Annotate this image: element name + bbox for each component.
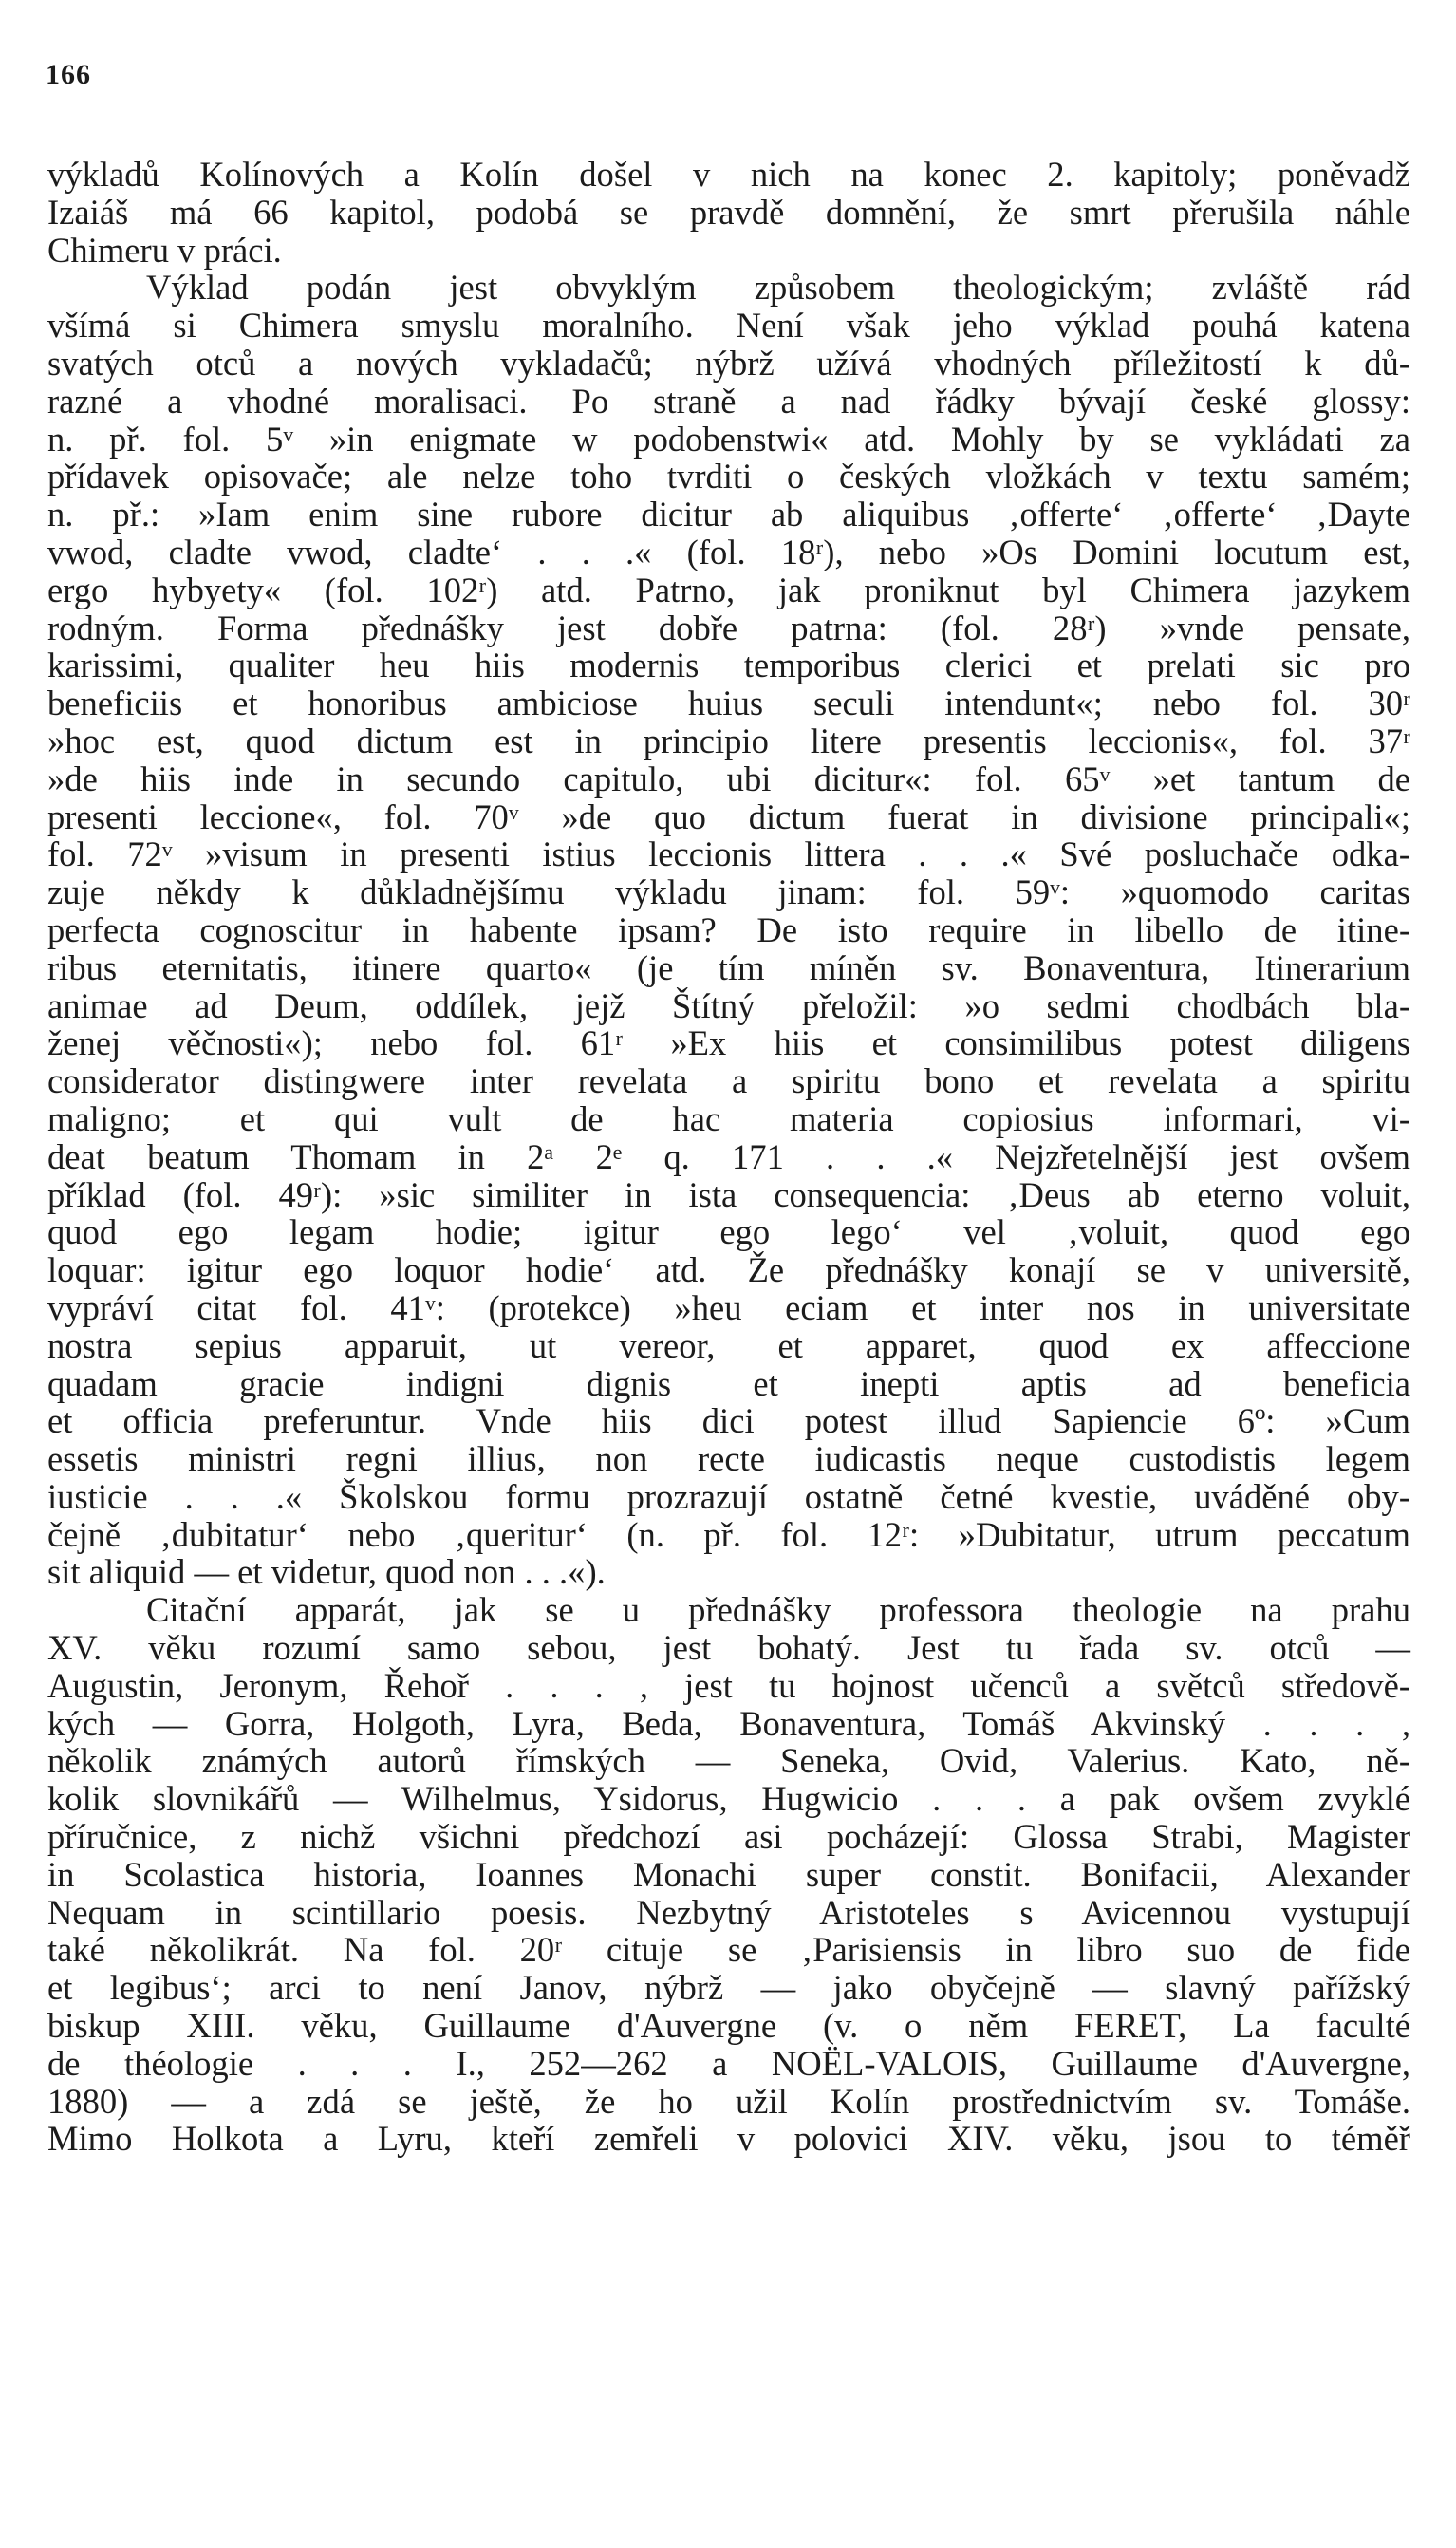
text-line: zuje někdy k důkladnějšímu výkladu jinam: fol. 59ᵛ: »quomodo caritas	[47, 872, 1410, 912]
text-line: Augustin, Jeronym, Řehoř . . . , jest tu hojnost učenců a světců středově-	[47, 1665, 1410, 1705]
text-line: ženej věčnosti«); nebo fol. 61ʳ »Ex hiis et consimilibus potest diligens	[47, 1023, 1410, 1063]
text-line: příručnice, z nichž všichni předchozí asi pocházejí: Glossa Strabi, Magister	[47, 1817, 1410, 1857]
text-line: »de hiis inde in secundo capitulo, ubi dicitur«: fol. 65ᵛ »et tantum de	[47, 759, 1410, 798]
text-line: vwod, cladte vwod, cladte‘ . . .« (fol. 18ʳ), nebo »Os Domini locutum est,	[47, 532, 1410, 571]
text-line: kolik slovnikářů — Wilhelmus, Ysidorus, Hugwicio . . . a pak ovšem zvyklé	[47, 1779, 1410, 1819]
text-line: XV. věku rozumí samo sebou, jest bohatý. Jest tu řada sv. otců —	[47, 1628, 1410, 1668]
text-line: deat beatum Thomam in 2ᵃ 2ᵉ q. 171 . . .« Nejzřetelnější jest ovšem	[47, 1136, 1410, 1176]
text-line: Chimeru v práci.	[47, 230, 282, 270]
text-line: essetis ministri regni illius, non recte iudicastis neque custodistis legem	[47, 1439, 1410, 1479]
text-line: svatých otců a nových vykladačů; nýbrž užívá vhodných příležitostí k dů-	[47, 343, 1410, 383]
text-line: ergo hybyety« (fol. 102ʳ) atd. Patrno, jak proniknut byl Chimera jazykem	[47, 570, 1410, 609]
text-line: loquar: igitur ego loquor hodie‘ atd. Že přednášky konají se v universitě,	[47, 1250, 1410, 1290]
body-text	[47, 156, 1410, 2158]
text-line: razné a vhodné moralisaci. Po straně a nad řádky bývají české glossy:	[47, 381, 1410, 421]
text-line: perfecta cognoscitur in habente ipsam? De isto require in libello de itine-	[47, 909, 1410, 949]
text-line: karissimi, qualiter heu hiis modernis temporibus clerici et prelati sic pro	[47, 646, 1410, 685]
text-line: Mimo Holkota a Lyru, kteří zemřeli v polovici XIV. věku, jsou to téměř	[47, 2119, 1410, 2159]
text-line: beneficiis et honoribus ambiciose huius seculi intendunt«; nebo fol. 30ʳ	[47, 684, 1410, 723]
text-line: výkladů Kolínových a Kolín došel v nich na konec 2. kapitoly; poněvadž	[47, 155, 1410, 194]
text-line: quod ego legam hodie; igitur ego lego‘ vel ‚voluit, quod ego	[47, 1212, 1410, 1252]
text-line: presenti leccione«, fol. 70ᵛ »de quo dictum fuerat in divisione principali«;	[47, 796, 1410, 836]
text-line: in Scolastica historia, Ioannes Monachi super constit. Bonifacii, Alexander	[47, 1854, 1410, 1894]
text-line: considerator distingwere inter revelata a spiritu bono et revelata a spiritu	[47, 1061, 1410, 1101]
text-line: kých — Gorra, Holgoth, Lyra, Beda, Bonaventura, Tomáš Akvinský . . . ,	[47, 1703, 1410, 1743]
text-line: et legibus‘; arci to není Janov, nýbrž — jako obyčejně — slavný pařížský	[47, 1968, 1410, 2008]
text-line: sit aliquid — et videtur, quod non . . .«).	[47, 1552, 606, 1592]
text-line: Izaiáš má 66 kapitol, podobá se pravdě domnění, že smrt přerušila náhle	[47, 192, 1410, 232]
text-line: nostra sepius apparuit, ut vereor, et apparet, quod ex affeccione	[47, 1325, 1410, 1365]
text-line: quadam gracie indigni dignis et inepti aptis ad beneficia	[47, 1363, 1410, 1403]
text-line: biskup XIII. věku, Guillaume d'Auvergne (v. o něm FERET, La faculté	[47, 2006, 1410, 2046]
text-line: fol. 72ᵛ »visum in presenti istius leccionis littera . . .« Své posluchače odka-	[47, 834, 1410, 874]
text-line: přídavek opisovače; ale nelze toho tvrditi o českých vložkách v textu samém;	[47, 457, 1410, 496]
text-line: n. př.: »Iam enim sine rubore dicitur ab aliquibus ‚offerte‘ ‚offerte‘ ‚Dayte	[47, 495, 1410, 534]
text-line: také několikrát. Na fol. 20ʳ cituje se ‚Parisiensis in libro suo de fide	[47, 1930, 1410, 1970]
text-line: vypráví citat fol. 41ᵛ: (protekce) »heu eciam et inter nos in universitate	[47, 1287, 1410, 1327]
text-line: animae ad Deum, oddílek, jejž Štítný přeložil: »o sedmi chodbách bla-	[47, 985, 1410, 1025]
text-line: 1880) — a zdá se ještě, že ho užil Kolín prostřednictvím sv. Tomáše.	[47, 2081, 1410, 2121]
text-line: de théologie . . . I., 252—262 a NOËL-VALOIS, Guillaume d'Auvergne,	[47, 2043, 1410, 2083]
text-line: maligno; et qui vult de hac materia copiosius informari, vi-	[47, 1098, 1410, 1138]
text-line: ribus eternitatis, itinere quarto« (je tím míněn sv. Bonaventura, Itinerarium	[47, 947, 1410, 987]
text-line: n. př. fol. 5ᵛ »in enigmate w podobenstwi« atd. Mohly by se vykládati za	[47, 419, 1410, 459]
text-line: příklad (fol. 49ʳ): »sic similiter in ista consequencia: ‚Deus ab eterno voluit,	[47, 1174, 1410, 1214]
text-line: iusticie . . .« Školskou formu prozrazují ostatně četné kvestie, uváděné oby-	[47, 1476, 1410, 1516]
text-line: rodným. Forma přednášky jest dobře patrna: (fol. 28ʳ) »vnde pensate,	[47, 608, 1410, 647]
text-line: Nequam in scintillario poesis. Nezbytný Aristoteles s Avicennou vystupují	[47, 1892, 1410, 1932]
text-line: Výklad podán jest obvyklým způsobem theologickým; zvláště rád	[146, 268, 1410, 308]
page-number: 166	[46, 59, 91, 90]
text-line: všímá si Chimera smyslu moralního. Není však jeho výklad pouhá katena	[47, 306, 1410, 346]
text-line: Citační apparát, jak se u přednášky professora theologie na prahu	[146, 1590, 1410, 1630]
text-line: čejně ‚dubitatur‘ nebo ‚queritur‘ (n. př. fol. 12ʳ: »Dubitatur, utrum peccatum	[47, 1514, 1410, 1554]
text-line: »hoc est, quod dictum est in principio litere presentis leccionis«, fol. 37ʳ	[47, 721, 1410, 760]
text-line: několik známých autorů římských — Seneka, Ovid, Valerius. Kato, ně-	[47, 1741, 1410, 1781]
text-line: et officia preferuntur. Vnde hiis dici potest illud Sapiencie 6º: »Cum	[47, 1401, 1410, 1441]
